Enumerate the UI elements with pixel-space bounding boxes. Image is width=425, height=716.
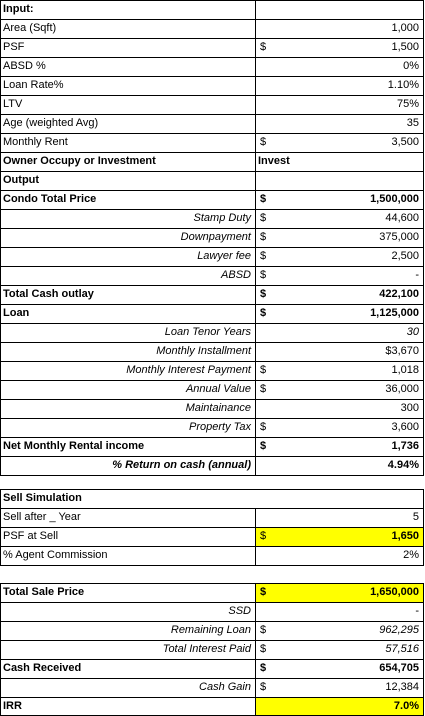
grid-line bbox=[0, 133, 424, 134]
psf-at-sell-row[interactable] bbox=[0, 527, 423, 546]
grid-line bbox=[0, 361, 424, 362]
cash-received-label: Cash Received bbox=[3, 662, 82, 674]
input-label: ABSD % bbox=[3, 60, 46, 72]
grid-line bbox=[0, 489, 424, 490]
grid-line bbox=[0, 190, 424, 191]
input-row-age[interactable] bbox=[0, 114, 423, 133]
input-row-monthly-rent[interactable] bbox=[0, 133, 423, 152]
grid-line bbox=[0, 527, 424, 528]
owner-occupy-row[interactable] bbox=[0, 152, 423, 171]
grid-line bbox=[0, 57, 424, 58]
psf-at-sell-value[interactable]: 1,650 bbox=[280, 527, 423, 546]
cash-gain-label: Cash Gain bbox=[199, 681, 251, 693]
absd-label: ABSD bbox=[221, 269, 251, 281]
input-row-loan-rate[interactable] bbox=[0, 76, 423, 95]
input-value-cell[interactable]: 3,500 bbox=[391, 136, 419, 148]
grid-line bbox=[0, 323, 424, 324]
return-on-cash-value: 4.94% bbox=[387, 459, 419, 471]
loan-tenor-label: Loan Tenor Years bbox=[164, 326, 251, 338]
input-value-cell[interactable]: 35 bbox=[406, 117, 419, 129]
lawyer-fee-label: Lawyer fee bbox=[197, 250, 251, 262]
remaining-loan-currency: $ bbox=[260, 624, 267, 636]
monthly-installment-currency bbox=[255, 342, 280, 361]
downpayment-row bbox=[0, 228, 423, 247]
input-currency bbox=[255, 114, 280, 133]
sell-header: Sell Simulation bbox=[3, 492, 82, 504]
input-header: Input: bbox=[3, 3, 34, 15]
sell-value-cell[interactable]: 2% bbox=[403, 549, 419, 561]
agent-commission-row[interactable] bbox=[0, 546, 423, 565]
stamp-duty-row bbox=[0, 209, 423, 228]
condo-total-row bbox=[0, 190, 423, 209]
currency-symbol: $ bbox=[260, 193, 267, 205]
loan-tenor-value: 30 bbox=[406, 326, 419, 338]
input-value-cell[interactable]: 1,000 bbox=[391, 22, 419, 34]
owner-occupy-label: Owner Occupy or Investment bbox=[3, 155, 156, 167]
annual-value-value: 36,000 bbox=[385, 383, 419, 395]
total-sale-label: Total Sale Price bbox=[3, 586, 85, 598]
grid-line bbox=[0, 247, 424, 248]
cash-received-row bbox=[0, 659, 423, 678]
property-tax-label: Property Tax bbox=[189, 421, 251, 433]
monthly-interest-currency: $ bbox=[260, 364, 267, 376]
return-on-cash-row bbox=[0, 456, 423, 475]
grid-line bbox=[0, 76, 424, 77]
cash-gain-value: 12,384 bbox=[385, 681, 419, 693]
ssd-currency bbox=[255, 602, 280, 621]
input-value-cell[interactable]: 1,500 bbox=[391, 41, 419, 53]
remaining-loan-label: Remaining Loan bbox=[170, 624, 251, 636]
annual-value-currency: $ bbox=[260, 383, 267, 395]
monthly-installment-row bbox=[0, 342, 423, 361]
sell-label: % Agent Commission bbox=[3, 549, 108, 561]
ssd-value: - bbox=[415, 605, 419, 617]
sell-header-row bbox=[0, 489, 423, 508]
sell-currency bbox=[255, 546, 280, 565]
sell-currency bbox=[255, 508, 280, 527]
currency-symbol: $ bbox=[260, 288, 267, 300]
input-currency: $ bbox=[260, 136, 267, 148]
grid-line bbox=[0, 95, 424, 96]
monthly-interest-row bbox=[0, 361, 423, 380]
total-interest-value: 57,516 bbox=[385, 643, 419, 655]
sell-after-row[interactable] bbox=[0, 508, 423, 527]
currency-symbol: $ bbox=[260, 662, 267, 674]
currency-symbol: $ bbox=[260, 440, 267, 452]
absd-value: - bbox=[415, 269, 419, 281]
grid-line bbox=[0, 0, 1, 475]
input-currency bbox=[255, 76, 280, 95]
output-header: Output bbox=[3, 174, 40, 186]
net-rental-label: Net Monthly Rental income bbox=[3, 440, 145, 452]
total-sale-row bbox=[0, 583, 423, 602]
net-rental-row bbox=[0, 437, 423, 456]
input-currency: $ bbox=[260, 41, 267, 53]
maintenance-value: 300 bbox=[400, 402, 419, 414]
grid-line bbox=[0, 266, 424, 267]
total-sale-value: 1,650,000 bbox=[280, 583, 423, 602]
property-tax-value: 3,600 bbox=[391, 421, 419, 433]
grid-line bbox=[0, 697, 424, 698]
input-label: LTV bbox=[3, 98, 23, 110]
loan-row bbox=[0, 304, 423, 323]
input-row-psf[interactable] bbox=[0, 38, 423, 57]
cash-outlay-label: Total Cash outlay bbox=[3, 288, 94, 300]
grid-line bbox=[0, 583, 424, 584]
irr-label: IRR bbox=[3, 700, 22, 712]
grid-line bbox=[0, 0, 424, 1]
grid-line bbox=[0, 659, 424, 660]
downpayment-value: 375,000 bbox=[379, 231, 419, 243]
monthly-interest-label: Monthly Interest Payment bbox=[126, 364, 251, 376]
grid-line bbox=[0, 399, 424, 400]
input-row-area[interactable] bbox=[0, 19, 423, 38]
property-tax-row bbox=[0, 418, 423, 437]
lawyer-fee-value: 2,500 bbox=[391, 250, 419, 262]
condo-total-label: Condo Total Price bbox=[3, 193, 97, 205]
sell-label: PSF at Sell bbox=[3, 530, 59, 542]
loan-tenor-currency bbox=[255, 323, 280, 342]
currency-symbol: $ bbox=[255, 583, 280, 602]
currency-symbol: $ bbox=[260, 212, 267, 224]
sell-label: Sell after _ Year bbox=[3, 511, 81, 523]
downpayment-label: Downpayment bbox=[180, 231, 251, 243]
loan-value: 1,125,000 bbox=[370, 307, 419, 319]
grid-line bbox=[0, 456, 424, 457]
cash-outlay-row bbox=[0, 285, 423, 304]
loan-tenor-row bbox=[0, 323, 423, 342]
sell-currency: $ bbox=[255, 527, 280, 546]
grid-line bbox=[0, 475, 424, 476]
currency-symbol: $ bbox=[260, 231, 267, 243]
grid-line bbox=[0, 19, 424, 20]
lawyer-fee-row bbox=[0, 247, 423, 266]
input-label: Age (weighted Avg) bbox=[3, 117, 99, 129]
grid-line bbox=[0, 342, 424, 343]
currency-symbol: $ bbox=[260, 269, 267, 281]
remaining-loan-value: 962,295 bbox=[379, 624, 419, 636]
return-on-cash-label: % Return on cash (annual) bbox=[112, 459, 251, 471]
grid-line bbox=[0, 38, 424, 39]
irr-row bbox=[0, 697, 423, 716]
input-label: PSF bbox=[3, 41, 25, 53]
grid-line bbox=[0, 285, 424, 286]
owner-occupy-value[interactable]: Invest bbox=[258, 155, 290, 167]
output-header-row bbox=[0, 171, 423, 190]
grid-line bbox=[0, 565, 424, 566]
grid-line bbox=[0, 304, 424, 305]
net-rental-value: 1,736 bbox=[391, 440, 419, 452]
grid-line bbox=[0, 640, 424, 641]
cash-gain-row bbox=[0, 678, 423, 697]
irr-blank-cell bbox=[255, 697, 280, 716]
grid-line bbox=[255, 508, 256, 565]
input-label: Area (Sqft) bbox=[3, 22, 57, 34]
input-value-cell[interactable]: 75% bbox=[396, 98, 419, 110]
annual-value-label: Annual Value bbox=[185, 383, 251, 395]
currency-symbol: $ bbox=[260, 681, 267, 693]
irr-value: 7.0% bbox=[280, 697, 423, 716]
cash-outlay-value: 422,100 bbox=[379, 288, 419, 300]
total-interest-currency: $ bbox=[260, 643, 267, 655]
input-value-cell[interactable]: 0% bbox=[403, 60, 419, 72]
grid-line bbox=[0, 209, 424, 210]
stamp-duty-label: Stamp Duty bbox=[193, 212, 251, 224]
ssd-row bbox=[0, 602, 423, 621]
grid-line bbox=[0, 621, 424, 622]
input-label: Loan Rate% bbox=[3, 79, 64, 91]
total-interest-row bbox=[0, 640, 423, 659]
currency-symbol: $ bbox=[260, 250, 267, 262]
input-header-row bbox=[0, 0, 423, 19]
input-currency bbox=[255, 95, 280, 114]
grid-line bbox=[255, 0, 256, 475]
grid-line bbox=[0, 508, 424, 509]
input-currency bbox=[255, 57, 280, 76]
input-row-absd[interactable] bbox=[0, 57, 423, 76]
grid-line bbox=[0, 437, 424, 438]
monthly-installment-value: $3,670 bbox=[385, 345, 419, 357]
monthly-interest-value: 1,018 bbox=[391, 364, 419, 376]
input-label: Monthly Rent bbox=[3, 136, 68, 148]
total-interest-label: Total Interest Paid bbox=[162, 643, 251, 655]
currency-symbol: $ bbox=[260, 307, 267, 319]
input-value-cell[interactable]: 1.10% bbox=[387, 79, 419, 91]
grid-line bbox=[0, 152, 424, 153]
grid-line bbox=[0, 602, 424, 603]
ssd-label: SSD bbox=[228, 605, 251, 617]
condo-total-value: 1,500,000 bbox=[370, 193, 419, 205]
sell-value-cell[interactable]: 5 bbox=[412, 511, 419, 523]
grid-line bbox=[0, 228, 424, 229]
annual-value-row bbox=[0, 380, 423, 399]
loan-label: Loan bbox=[3, 307, 30, 319]
grid-line bbox=[0, 418, 424, 419]
grid-line bbox=[0, 380, 424, 381]
input-row-ltv[interactable] bbox=[0, 95, 423, 114]
monthly-installment-label: Monthly Installment bbox=[156, 345, 251, 357]
grid-line bbox=[0, 114, 424, 115]
cash-received-value: 654,705 bbox=[379, 662, 419, 674]
remaining-loan-row bbox=[0, 621, 423, 640]
grid-line bbox=[0, 546, 424, 547]
property-tax-currency: $ bbox=[260, 421, 267, 433]
maintenance-currency bbox=[255, 399, 280, 418]
grid-line bbox=[0, 171, 424, 172]
grid-line bbox=[0, 678, 424, 679]
maintenance-label: Maintainance bbox=[185, 402, 251, 414]
stamp-duty-value: 44,600 bbox=[385, 212, 419, 224]
absd-row bbox=[0, 266, 423, 285]
input-currency bbox=[255, 19, 280, 38]
grid-line bbox=[423, 0, 424, 475]
maintenance-row bbox=[0, 399, 423, 418]
